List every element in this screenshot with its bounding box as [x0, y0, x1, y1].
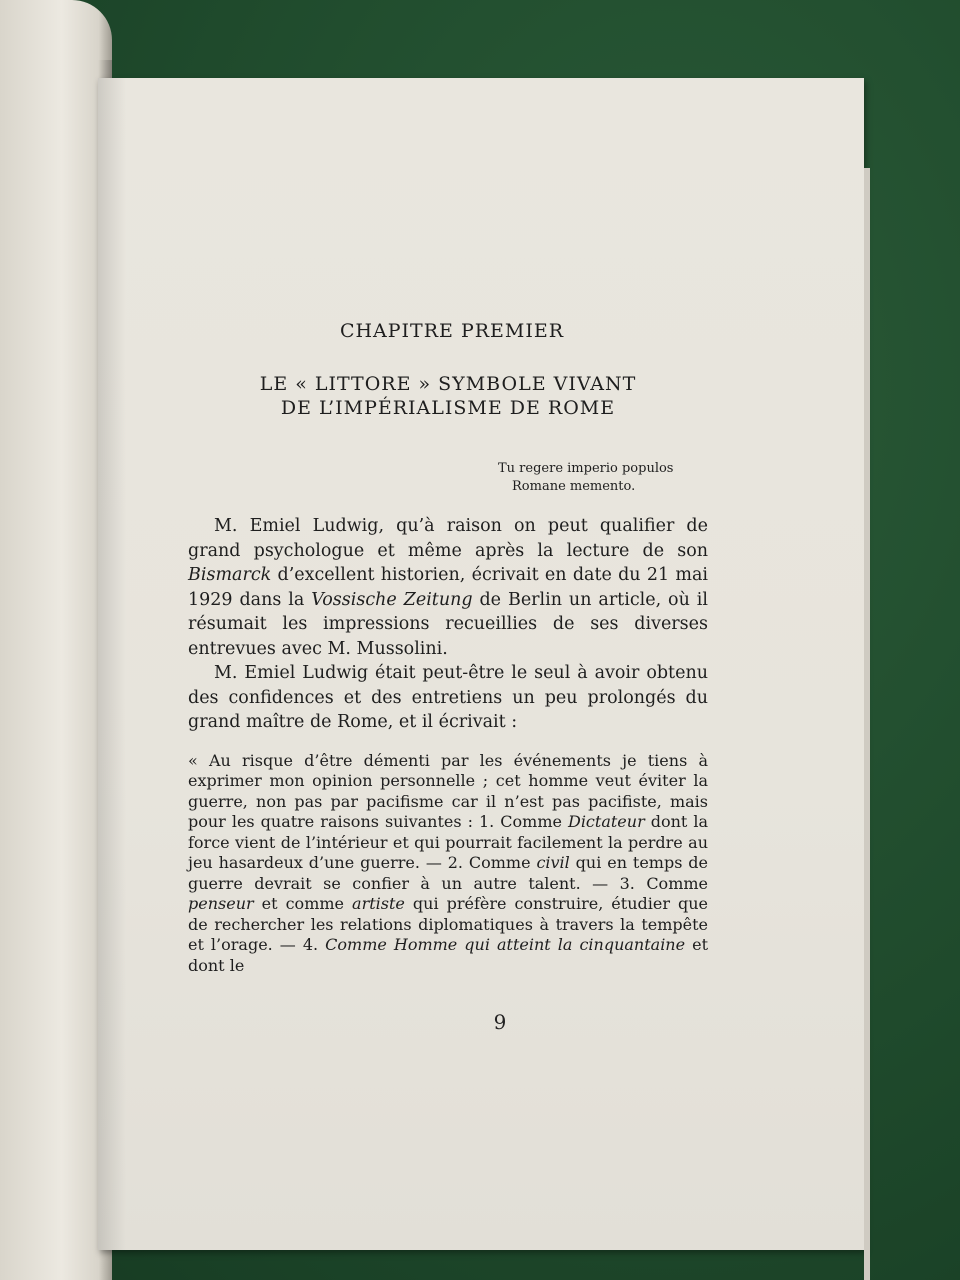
chapter-title-line-1: LE « LITTORE » SYMBOLE VIVANT — [259, 373, 637, 395]
paragraph-2: M. Emiel Ludwig était peut-être le seul à avoir obtenu des confidences et des entretiens un peu prolongés du grand maître de Rome, et il écrivait : — [188, 663, 708, 732]
page-edge-shadow — [864, 168, 870, 1280]
page-number: 9 — [493, 1010, 507, 1034]
paragraph-1-italic-bismarck: Bismarck — [188, 565, 272, 585]
epigraph-line-1: Tu regere imperio populos — [498, 461, 674, 476]
left-page-edge — [0, 0, 112, 1280]
paragraph-1-italic-zeitung: Vossische Zeitung — [311, 589, 473, 610]
quote-text-c: qui en temps de guerre devrait se confier à un autre talent. — 3. Comme — [188, 853, 709, 893]
chapter-title-line-2: DE L’IMPÉRIALISME DE ROME — [280, 397, 616, 419]
epigraph — [498, 460, 708, 496]
quotation — [188, 751, 708, 977]
page-text — [188, 320, 708, 976]
epigraph-line-2: Romane memento. — [512, 479, 636, 494]
paragraph-1-text-c: de Berlin un article, où il résumait les impressions recueillies de ses diverses entrevues avec M. Mussolini. — [188, 589, 708, 659]
quote-text-f: et dont le — [188, 935, 709, 975]
quote-italic-dictateur: Dictateur — [567, 812, 645, 831]
quote-text-e: qui préfère construire, étudier que de rechercher les relations diplomatiques à travers la tempête et l’orage. — 4. — [188, 894, 709, 954]
quote-text-d: et comme — [253, 894, 353, 913]
quote-italic-artiste: artiste — [352, 894, 405, 913]
quote-text-a: « Au risque d’être démenti par les événements je tiens à exprimer mon opinion personnelle ; cet homme veut éviter la guerre, non pas par pacifisme car il n’est pas pacifiste, mais pour les quatre raisons suivantes : 1. Comme — [188, 750, 708, 831]
quote-italic-civil: civil — [536, 853, 570, 872]
paragraph-1 — [188, 514, 708, 661]
quote-italic-homme: Comme Homme qui atteint la cinquantaine — [325, 935, 686, 954]
quote-text-b: dont la force vient de l’intérieur et qui pourrait facilement la perdre au jeu hasardeux d’une guerre. — 2. Comme — [188, 812, 709, 872]
chapter-heading: CHAPITRE PREMIER — [339, 320, 565, 342]
quote-italic-penseur: penseur — [188, 894, 254, 913]
chapter-title — [188, 372, 708, 420]
paragraph-1-text-a: M. Emiel Ludwig, qu’à raison on peut qualifier de grand psychologue et même après la lecture de son — [188, 516, 708, 561]
paragraph-1-text-b: d’excellent historien, écrivait en date du 21 mai 1929 dans la — [188, 565, 708, 610]
